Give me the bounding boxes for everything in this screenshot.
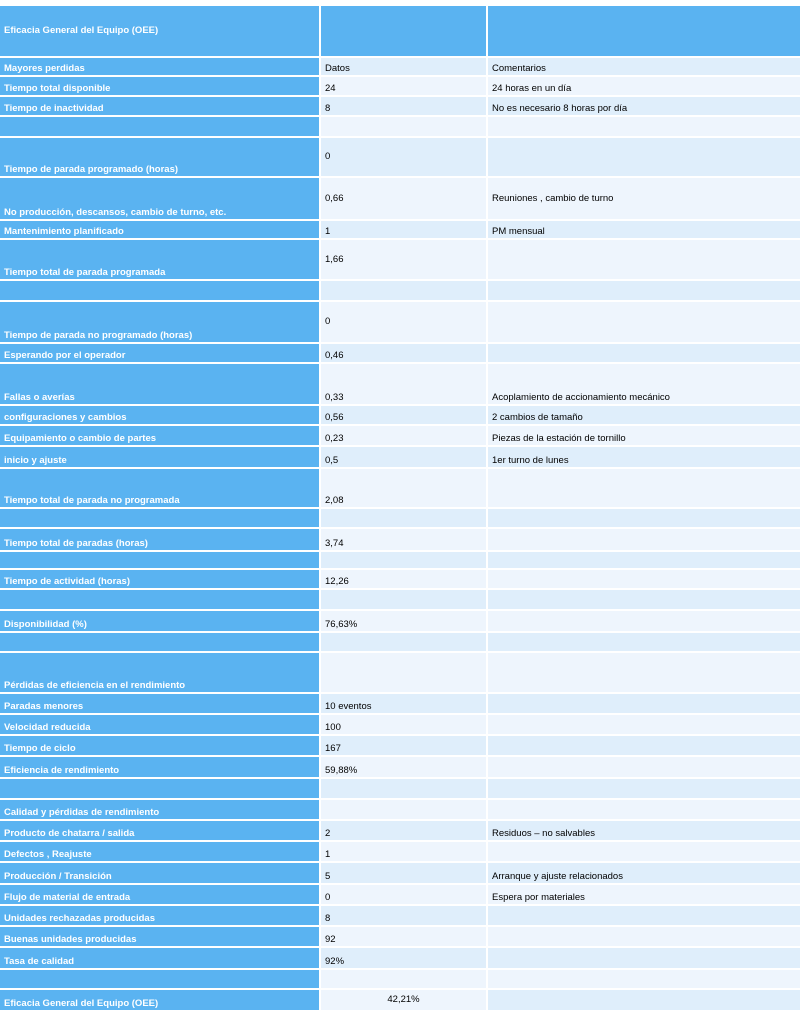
oee-spreadsheet bbox=[0, 6, 800, 1012]
table-row bbox=[0, 757, 800, 779]
row-value[interactable]: 92 bbox=[321, 927, 488, 948]
row-label[interactable]: Tiempo de inactividad bbox=[0, 97, 321, 117]
row-label[interactable]: Tiempo total de parada programada bbox=[0, 240, 321, 281]
row-value[interactable] bbox=[321, 633, 488, 653]
table-row bbox=[0, 863, 800, 885]
row-label[interactable] bbox=[0, 590, 321, 611]
row-value[interactable]: 0,66 bbox=[321, 178, 488, 221]
row-comment[interactable]: 2 cambios de tamaño bbox=[488, 406, 800, 426]
table-row bbox=[0, 178, 800, 221]
table-row bbox=[0, 469, 800, 509]
table-row bbox=[0, 800, 800, 821]
table-row bbox=[0, 736, 800, 757]
table-row bbox=[0, 570, 800, 590]
row-value[interactable]: 76,63% bbox=[321, 611, 488, 633]
table-row bbox=[0, 552, 800, 570]
row-comment[interactable] bbox=[488, 757, 800, 779]
row-label[interactable]: Tiempo de actividad (horas) bbox=[0, 570, 321, 590]
table-row bbox=[0, 117, 800, 138]
row-comment[interactable]: 24 horas en un día bbox=[488, 77, 800, 97]
table-row bbox=[0, 344, 800, 364]
row-label[interactable] bbox=[0, 633, 321, 653]
row-label[interactable]: Producción / Transición bbox=[0, 863, 321, 885]
row-comment[interactable] bbox=[488, 715, 800, 736]
table-row bbox=[0, 426, 800, 447]
row-comment[interactable] bbox=[488, 906, 800, 927]
table-row bbox=[0, 611, 800, 633]
row-value[interactable]: 5 bbox=[321, 863, 488, 885]
row-label[interactable]: Eficacia General del Equipo (OEE) bbox=[0, 990, 321, 1012]
row-comment[interactable] bbox=[488, 6, 800, 58]
table-row bbox=[0, 281, 800, 302]
row-label[interactable]: Tiempo total disponible bbox=[0, 77, 321, 97]
row-value[interactable]: 10 eventos bbox=[321, 694, 488, 715]
row-comment[interactable] bbox=[488, 633, 800, 653]
table-row bbox=[0, 970, 800, 990]
row-label[interactable]: Unidades rechazadas producidas bbox=[0, 906, 321, 927]
row-comment[interactable] bbox=[488, 694, 800, 715]
row-comment[interactable] bbox=[488, 117, 800, 138]
row-label[interactable]: Disponibilidad (%) bbox=[0, 611, 321, 633]
table-row bbox=[0, 633, 800, 653]
row-label[interactable]: No producción, descansos, cambio de turno, etc. bbox=[0, 178, 321, 221]
row-comment[interactable] bbox=[488, 948, 800, 970]
row-comment[interactable] bbox=[488, 779, 800, 800]
row-label[interactable]: Equipamiento o cambio de partes bbox=[0, 426, 321, 447]
row-label[interactable]: Flujo de material de entrada bbox=[0, 885, 321, 906]
row-comment[interactable] bbox=[488, 990, 800, 1012]
row-comment[interactable]: Acoplamiento de accionamiento mecánico bbox=[488, 364, 800, 406]
row-value[interactable]: 1 bbox=[321, 221, 488, 240]
row-value[interactable]: 0 bbox=[321, 302, 488, 344]
table-row bbox=[0, 694, 800, 715]
row-value[interactable] bbox=[321, 117, 488, 138]
row-comment[interactable] bbox=[488, 302, 800, 344]
row-comment[interactable] bbox=[488, 653, 800, 694]
table-row bbox=[0, 821, 800, 842]
row-comment[interactable]: No es necesario 8 horas por día bbox=[488, 97, 800, 117]
row-label[interactable]: Buenas unidades producidas bbox=[0, 927, 321, 948]
row-value[interactable]: 42,21% bbox=[321, 990, 488, 1012]
row-label[interactable]: Pérdidas de eficiencia en el rendimiento bbox=[0, 653, 321, 694]
row-label[interactable] bbox=[0, 509, 321, 529]
table-row bbox=[0, 138, 800, 178]
row-comment[interactable] bbox=[488, 570, 800, 590]
row-comment[interactable]: Espera por materiales bbox=[488, 885, 800, 906]
row-value[interactable] bbox=[321, 552, 488, 570]
row-comment[interactable] bbox=[488, 927, 800, 948]
table-row bbox=[0, 447, 800, 469]
row-comment[interactable]: PM mensual bbox=[488, 221, 800, 240]
table-row bbox=[0, 906, 800, 927]
row-value[interactable]: 8 bbox=[321, 97, 488, 117]
row-comment[interactable] bbox=[488, 611, 800, 633]
table-row bbox=[0, 927, 800, 948]
table-row bbox=[0, 302, 800, 344]
row-comment[interactable] bbox=[488, 138, 800, 178]
row-label[interactable] bbox=[0, 970, 321, 990]
table-row bbox=[0, 715, 800, 736]
row-label[interactable] bbox=[0, 779, 321, 800]
row-value[interactable]: 0 bbox=[321, 885, 488, 906]
row-value[interactable] bbox=[321, 281, 488, 302]
row-label[interactable]: Velocidad reducida bbox=[0, 715, 321, 736]
table-row bbox=[0, 590, 800, 611]
row-value[interactable]: 100 bbox=[321, 715, 488, 736]
row-comment[interactable] bbox=[488, 281, 800, 302]
row-label[interactable]: Esperando por el operador bbox=[0, 344, 321, 364]
row-value[interactable] bbox=[321, 590, 488, 611]
row-label[interactable]: Eficiencia de rendimiento bbox=[0, 757, 321, 779]
row-value[interactable]: 0,46 bbox=[321, 344, 488, 364]
table-row bbox=[0, 948, 800, 970]
row-comment[interactable]: Comentarios bbox=[488, 58, 800, 77]
row-label[interactable] bbox=[0, 552, 321, 570]
table-row bbox=[0, 990, 800, 1012]
table-row bbox=[0, 6, 800, 58]
row-label[interactable]: Fallas o averías bbox=[0, 364, 321, 406]
row-comment[interactable] bbox=[488, 529, 800, 552]
row-label[interactable]: Paradas menores bbox=[0, 694, 321, 715]
row-value[interactable]: 59,88% bbox=[321, 757, 488, 779]
row-value[interactable]: 0 bbox=[321, 138, 488, 178]
row-comment[interactable] bbox=[488, 509, 800, 529]
row-label[interactable]: Eficacia General del Equipo (OEE) bbox=[0, 6, 321, 58]
row-value[interactable]: 1 bbox=[321, 842, 488, 863]
row-value[interactable] bbox=[321, 970, 488, 990]
row-comment[interactable] bbox=[488, 736, 800, 757]
row-label[interactable]: Calidad y pérdidas de rendimiento bbox=[0, 800, 321, 821]
row-comment[interactable] bbox=[488, 800, 800, 821]
row-comment[interactable]: 1er turno de lunes bbox=[488, 447, 800, 469]
row-comment[interactable] bbox=[488, 970, 800, 990]
row-label[interactable]: inicio y ajuste bbox=[0, 447, 321, 469]
row-label[interactable]: Tiempo total de paradas (horas) bbox=[0, 529, 321, 552]
row-comment[interactable]: Arranque y ajuste relacionados bbox=[488, 863, 800, 885]
row-value[interactable] bbox=[321, 800, 488, 821]
table-row bbox=[0, 240, 800, 281]
row-label[interactable]: Tiempo de parada programado (horas) bbox=[0, 138, 321, 178]
row-comment[interactable] bbox=[488, 590, 800, 611]
row-value[interactable]: 0,5 bbox=[321, 447, 488, 469]
row-value[interactable] bbox=[321, 509, 488, 529]
row-value[interactable]: 24 bbox=[321, 77, 488, 97]
row-comment[interactable]: Reuniones , cambio de turno bbox=[488, 178, 800, 221]
row-label[interactable]: Tiempo de ciclo bbox=[0, 736, 321, 757]
row-label[interactable]: Defectos , Reajuste bbox=[0, 842, 321, 863]
row-comment[interactable] bbox=[488, 344, 800, 364]
table-row bbox=[0, 779, 800, 800]
row-comment[interactable] bbox=[488, 552, 800, 570]
table-row bbox=[0, 406, 800, 426]
row-label[interactable]: Producto de chatarra / salida bbox=[0, 821, 321, 842]
row-value[interactable]: 1,66 bbox=[321, 240, 488, 281]
row-comment[interactable]: Piezas de la estación de tornillo bbox=[488, 426, 800, 447]
table-row bbox=[0, 97, 800, 117]
row-value[interactable]: 12,26 bbox=[321, 570, 488, 590]
row-value[interactable]: 2 bbox=[321, 821, 488, 842]
row-label[interactable]: Tasa de calidad bbox=[0, 948, 321, 970]
row-comment[interactable] bbox=[488, 842, 800, 863]
table-row bbox=[0, 221, 800, 240]
table-row bbox=[0, 885, 800, 906]
row-value[interactable]: 92% bbox=[321, 948, 488, 970]
row-label[interactable]: Mayores perdidas bbox=[0, 58, 321, 77]
row-value[interactable]: 2,08 bbox=[321, 469, 488, 509]
row-comment[interactable] bbox=[488, 469, 800, 509]
table-row bbox=[0, 77, 800, 97]
row-value[interactable]: Datos bbox=[321, 58, 488, 77]
row-value[interactable]: 8 bbox=[321, 906, 488, 927]
row-comment[interactable]: Residuos – no salvables bbox=[488, 821, 800, 842]
row-value[interactable]: 0,33 bbox=[321, 364, 488, 406]
table-row bbox=[0, 529, 800, 552]
row-value[interactable] bbox=[321, 6, 488, 58]
row-label[interactable]: Mantenimiento planificado bbox=[0, 221, 321, 240]
table-row bbox=[0, 364, 800, 406]
table-row bbox=[0, 653, 800, 694]
row-label[interactable]: Tiempo de parada no programado (horas) bbox=[0, 302, 321, 344]
row-label[interactable]: Tiempo total de parada no programada bbox=[0, 469, 321, 509]
row-label[interactable]: configuraciones y cambios bbox=[0, 406, 321, 426]
row-value[interactable]: 167 bbox=[321, 736, 488, 757]
row-value[interactable]: 3,74 bbox=[321, 529, 488, 552]
table-row bbox=[0, 509, 800, 529]
row-value[interactable]: 0,23 bbox=[321, 426, 488, 447]
table-row bbox=[0, 842, 800, 863]
row-value[interactable] bbox=[321, 779, 488, 800]
row-label[interactable] bbox=[0, 117, 321, 138]
row-value[interactable]: 0,56 bbox=[321, 406, 488, 426]
row-label[interactable] bbox=[0, 281, 321, 302]
row-comment[interactable] bbox=[488, 240, 800, 281]
row-value[interactable] bbox=[321, 653, 488, 694]
table-row bbox=[0, 58, 800, 77]
